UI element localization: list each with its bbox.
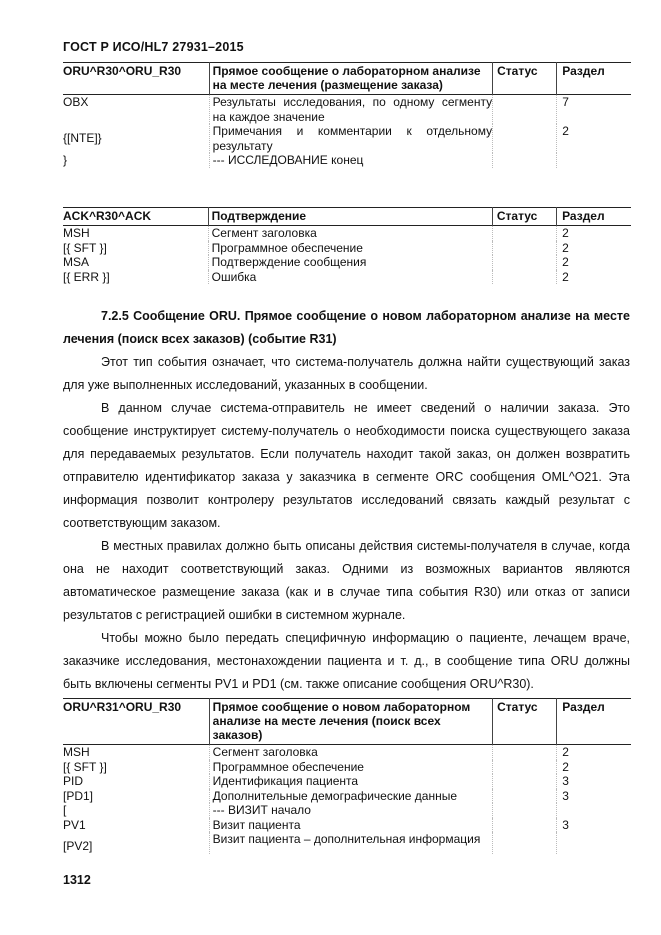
column-header-message: ORU^R31^ORU_R30	[63, 700, 182, 714]
section-cell: 2	[557, 745, 631, 760]
status-cell	[492, 255, 556, 270]
segment-cell: [{ SFT }]	[63, 240, 107, 255]
description-cell: Дополнительные демографические данные	[209, 789, 492, 804]
section-cell: 2	[557, 124, 631, 153]
status-cell	[493, 818, 557, 833]
status-cell	[493, 789, 557, 804]
description-cell: Визит пациента – дополнительная информация	[209, 832, 492, 854]
description-cell: Примечания и комментарии к отдельному результату	[209, 124, 492, 153]
status-cell	[493, 124, 557, 153]
status-cell	[492, 226, 556, 241]
table-row	[63, 270, 631, 285]
section-cell: 3	[557, 774, 631, 789]
description-cell: Сегмент заголовка	[209, 745, 492, 760]
paragraph: Этот тип события означает, что система-получатель должна найти существующий заказ для уже выполненных исследований, указанных в сообщении.	[63, 355, 630, 392]
column-header-description: Прямое сообщение о лабораторном анализе на месте лечения (размещение заказа)	[209, 63, 492, 95]
status-cell	[492, 241, 556, 256]
status-cell	[493, 760, 557, 775]
segment-cell: [	[63, 803, 67, 817]
segment-cell: [{ ERR }]	[63, 269, 110, 284]
message-table-oru-r30	[63, 62, 631, 168]
status-cell	[493, 153, 557, 168]
description-cell: --- ВИЗИТ начало	[209, 803, 492, 818]
status-cell	[493, 95, 557, 125]
section-cell	[557, 153, 631, 168]
table-row	[63, 255, 631, 270]
message-table-oru-r31	[63, 698, 631, 854]
message-table-ack-r30	[63, 207, 631, 284]
page-header: ГОСТ Р ИСО/HL7 27931–2015	[63, 40, 244, 54]
segment-cell: }	[63, 153, 68, 167]
section-cell: 2	[557, 760, 631, 775]
description-cell: Ошибка	[208, 270, 492, 285]
paragraph: Чтобы можно было передать специфичную информацию о пациенте, лечащем враче, заказчике исследования, местонахождении пациента и т. д., в сообщение типа ORU должны быть включены сегменты PV1 и PD1 (см. также описание сообщения ORU^R30).	[63, 631, 630, 691]
segment-cell: [PV2]	[63, 839, 93, 853]
table-row	[63, 745, 631, 760]
table-row	[63, 226, 631, 241]
column-header-message: ACK^R30^ACK	[63, 209, 152, 223]
segment-cell: MSA	[63, 255, 90, 269]
column-header-status: Статус	[492, 208, 556, 226]
column-header-status: Статус	[493, 63, 557, 95]
table-row	[63, 774, 631, 789]
column-header-description: Подтверждение	[208, 208, 492, 226]
section-body	[63, 305, 630, 696]
segment-cell: OBX	[63, 95, 89, 109]
column-header-message: ORU^R30^ORU_R30	[63, 64, 182, 78]
column-header-section: Раздел	[557, 63, 631, 95]
description-cell: Программное обеспечение	[208, 241, 492, 256]
segment-cell: PID	[63, 774, 84, 788]
column-header-section: Раздел	[557, 699, 631, 745]
table-header-row	[63, 699, 631, 745]
description-cell: --- ИССЛЕДОВАНИЕ конец	[209, 153, 492, 168]
section-cell	[557, 832, 631, 854]
status-cell	[493, 745, 557, 760]
table-row	[63, 789, 631, 804]
segment-cell: PV1	[63, 817, 86, 832]
description-cell: Идентификация пациента	[209, 774, 492, 789]
description-cell: Подтверждение сообщения	[208, 255, 492, 270]
table-header-row	[63, 63, 631, 95]
section-cell: 2	[557, 241, 631, 256]
description-cell: Результаты исследования, по одному сегменту на каждое значение	[209, 95, 492, 125]
table-row	[63, 818, 631, 833]
column-header-status: Статус	[493, 699, 557, 745]
status-cell	[493, 832, 557, 854]
table-row	[63, 124, 631, 153]
segment-cell: [{ SFT }]	[63, 759, 107, 774]
paragraph: В данном случае система-отправитель не имеет сведений о наличии заказа. Это сообщение инструктирует систему-получатель о необходимости поиска существующего заказа для передаваемых результатов. Если получатель находит такой заказ, он должен возвратить отправителю идентификатор заказа у заказчика в сегменте ORC сообщения OML^O21. Эта информация позволит контролеру результатов исследований связать каждый результат с соответствующим заказом.	[63, 401, 630, 530]
segment-cell: MSH	[63, 745, 90, 759]
description-cell: Программное обеспечение	[209, 760, 492, 775]
table-row	[63, 153, 631, 168]
table-row	[63, 241, 631, 256]
table-row	[63, 760, 631, 775]
section-cell: 3	[557, 789, 631, 804]
description-cell: Визит пациента	[209, 818, 492, 833]
page-number: 1312	[63, 873, 91, 887]
section-cell: 3	[557, 818, 631, 833]
table-row	[63, 832, 631, 854]
table-row	[63, 803, 631, 818]
status-cell	[493, 774, 557, 789]
status-cell	[492, 270, 556, 285]
section-heading: 7.2.5 Сообщение ORU. Прямое сообщение о новом лабораторном анализе на месте лечения (поиск всех заказов) (событие R31)	[63, 309, 630, 346]
section-cell: 2	[557, 255, 631, 270]
section-cell: 7	[557, 95, 631, 125]
segment-cell: {[NTE]}	[63, 131, 102, 145]
segment-cell: [PD1]	[63, 788, 94, 803]
description-cell: Сегмент заголовка	[208, 226, 492, 241]
column-header-section: Раздел	[557, 208, 631, 226]
segment-cell: MSH	[63, 226, 90, 240]
table-header-row	[63, 208, 631, 226]
status-cell	[493, 803, 557, 818]
section-cell	[557, 803, 631, 818]
table-row	[63, 95, 631, 125]
section-cell: 2	[557, 226, 631, 241]
column-header-description: Прямое сообщение о новом лабораторном анализе на месте лечения (поиск всех заказов)	[209, 699, 492, 745]
paragraph: В местных правилах должно быть описаны действия системы-получателя в случае, когда она не находит соответствующий заказ. Одними из возможных вариантов являются автоматическое размещение заказа (как и в случае типа события R30) или отказ от записи результатов с регистрацией ошибки в системном журнале.	[63, 539, 630, 622]
section-cell: 2	[557, 270, 631, 285]
